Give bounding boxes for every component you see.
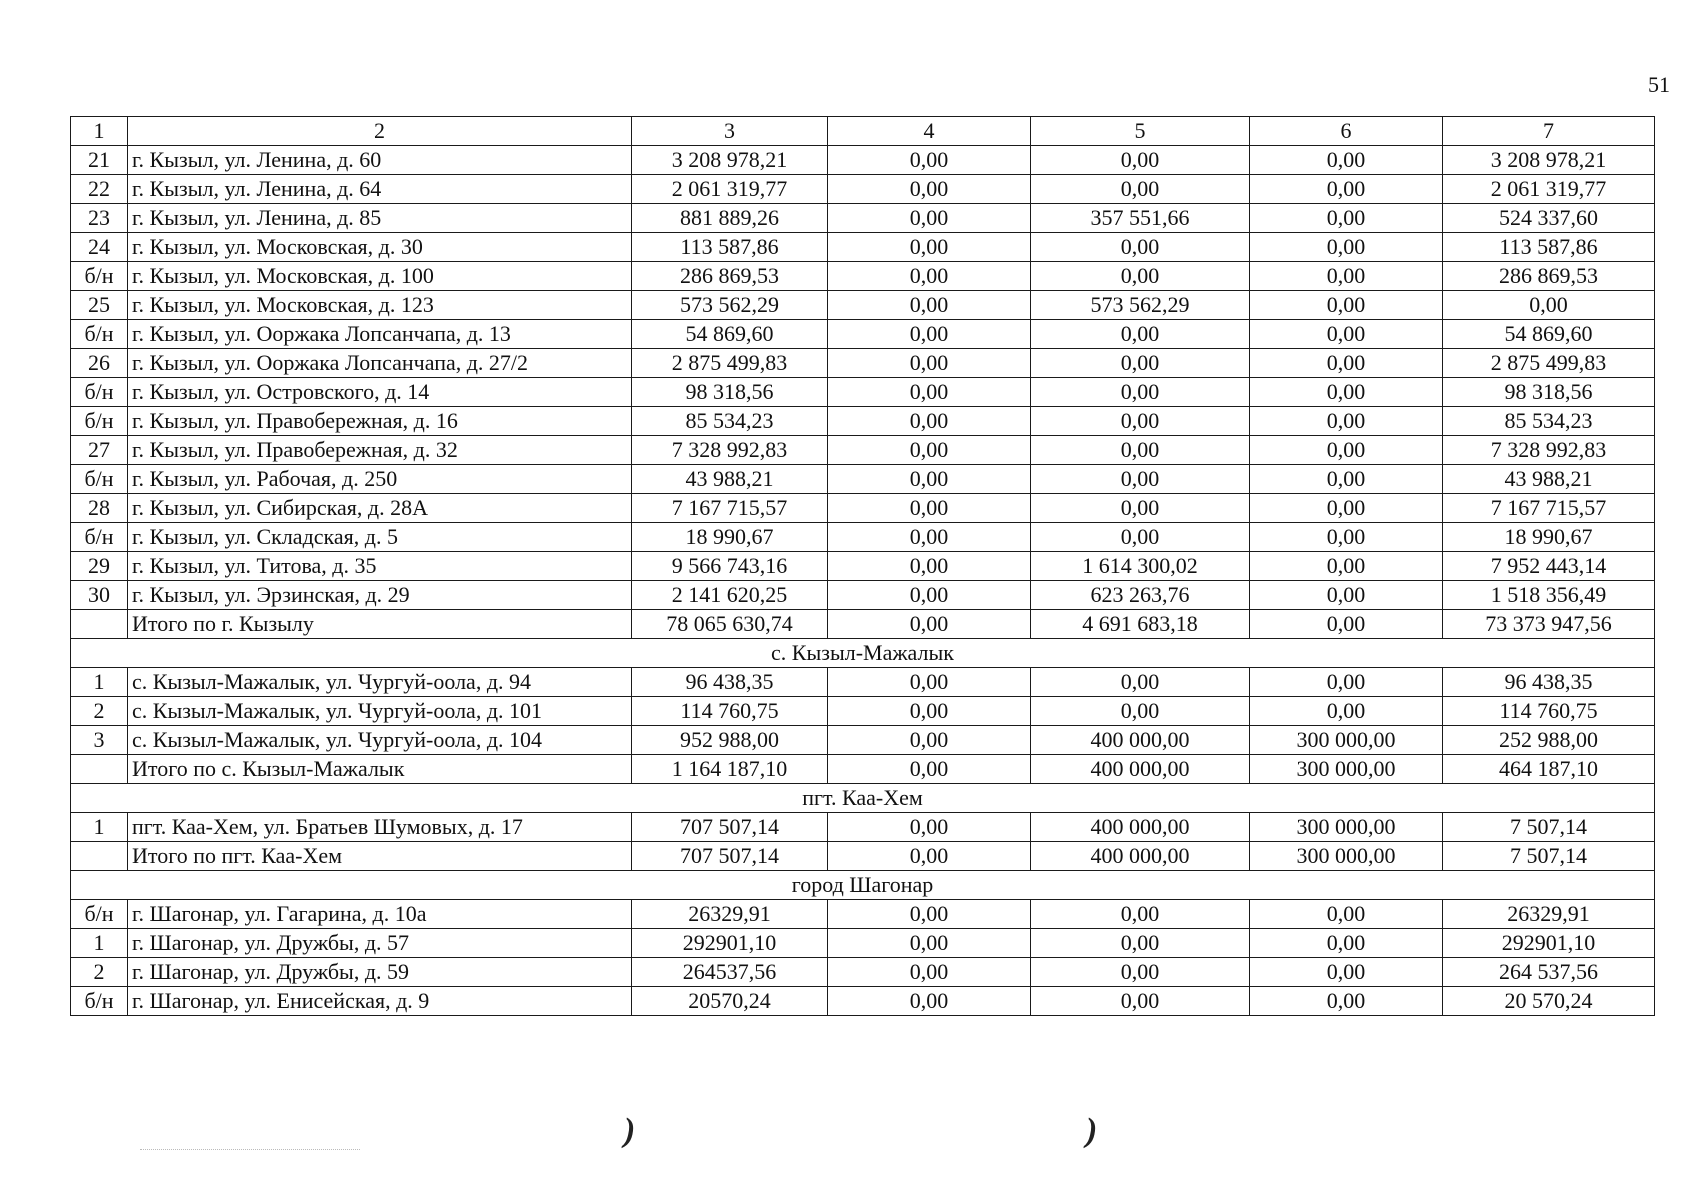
value-cell: 0,00 [828, 436, 1031, 465]
value-cell: 0,00 [828, 146, 1031, 175]
row-number-cell: 29 [71, 552, 128, 581]
value-cell: 0,00 [1250, 494, 1443, 523]
page-number: 51 [1648, 72, 1670, 97]
table-row [71, 204, 1655, 233]
table-row [71, 697, 1655, 726]
value-cell: 400 000,00 [1031, 813, 1250, 842]
value-cell: 0,00 [828, 581, 1031, 610]
address-cell: г. Кызыл, ул. Ленина, д. 85 [128, 204, 632, 233]
value-cell: 0,00 [1031, 465, 1250, 494]
row-number-cell: б/н [71, 900, 128, 929]
value-cell: 707 507,14 [632, 842, 828, 871]
value-cell: 0,00 [828, 291, 1031, 320]
value-cell: 400 000,00 [1031, 755, 1250, 784]
value-cell: 0,00 [1031, 378, 1250, 407]
column-header: 7 [1443, 117, 1655, 146]
table-row [71, 146, 1655, 175]
value-cell: 292901,10 [1443, 929, 1655, 958]
table-row [71, 349, 1655, 378]
table-row [71, 668, 1655, 697]
row-number-cell: 25 [71, 291, 128, 320]
section-title: с. Кызыл-Мажалык [71, 639, 1655, 668]
value-cell: 98 318,56 [632, 378, 828, 407]
value-cell: 0,00 [1250, 929, 1443, 958]
value-cell: 0,00 [828, 523, 1031, 552]
value-cell: 0,00 [828, 349, 1031, 378]
value-cell: 0,00 [828, 987, 1031, 1016]
section-header-row [71, 871, 1655, 900]
column-header: 1 [71, 117, 128, 146]
value-cell: 0,00 [828, 494, 1031, 523]
value-cell: 0,00 [1250, 552, 1443, 581]
value-cell: 464 187,10 [1443, 755, 1655, 784]
table-row [71, 233, 1655, 262]
table-row [71, 436, 1655, 465]
value-cell: 573 562,29 [632, 291, 828, 320]
value-cell: 0,00 [1250, 900, 1443, 929]
row-number-cell [71, 842, 128, 871]
column-header: 5 [1031, 117, 1250, 146]
value-cell: 0,00 [1250, 523, 1443, 552]
row-number-cell: б/н [71, 407, 128, 436]
value-cell: 0,00 [1031, 407, 1250, 436]
value-cell: 113 587,86 [632, 233, 828, 262]
value-cell: 0,00 [1250, 668, 1443, 697]
value-cell: 0,00 [828, 233, 1031, 262]
value-cell: 1 614 300,02 [1031, 552, 1250, 581]
value-cell: 0,00 [1250, 697, 1443, 726]
value-cell: 0,00 [1031, 349, 1250, 378]
column-header: 4 [828, 117, 1031, 146]
value-cell: 0,00 [828, 320, 1031, 349]
value-cell: 0,00 [1250, 465, 1443, 494]
address-cell: г. Кызыл, ул. Складская, д. 5 [128, 523, 632, 552]
value-cell: 0,00 [1031, 900, 1250, 929]
column-header: 2 [128, 117, 632, 146]
value-cell: 0,00 [1250, 436, 1443, 465]
value-cell: 18 990,67 [1443, 523, 1655, 552]
row-number-cell: б/н [71, 523, 128, 552]
address-cell: г. Кызыл, ул. Ленина, д. 60 [128, 146, 632, 175]
value-cell: 0,00 [1250, 987, 1443, 1016]
value-cell: 26329,91 [632, 900, 828, 929]
value-cell: 400 000,00 [1031, 726, 1250, 755]
value-cell: 18 990,67 [632, 523, 828, 552]
value-cell: 0,00 [1031, 175, 1250, 204]
value-cell: 4 691 683,18 [1031, 610, 1250, 639]
row-number-cell: б/н [71, 320, 128, 349]
row-number-cell: 2 [71, 697, 128, 726]
total-row [71, 755, 1655, 784]
row-number-cell: 3 [71, 726, 128, 755]
table-row [71, 494, 1655, 523]
value-cell: 26329,91 [1443, 900, 1655, 929]
value-cell: 113 587,86 [1443, 233, 1655, 262]
table-row [71, 552, 1655, 581]
value-cell: 0,00 [1250, 204, 1443, 233]
value-cell: 98 318,56 [1443, 378, 1655, 407]
value-cell: 0,00 [828, 755, 1031, 784]
value-cell: 300 000,00 [1250, 842, 1443, 871]
column-header: 3 [632, 117, 828, 146]
column-header: 6 [1250, 117, 1443, 146]
value-cell: 0,00 [828, 407, 1031, 436]
row-number-cell: б/н [71, 378, 128, 407]
row-number-cell: 28 [71, 494, 128, 523]
value-cell: 7 167 715,57 [632, 494, 828, 523]
value-cell: 0,00 [828, 552, 1031, 581]
table-row [71, 407, 1655, 436]
value-cell: 3 208 978,21 [632, 146, 828, 175]
table-row [71, 523, 1655, 552]
row-number-cell: б/н [71, 262, 128, 291]
table-row [71, 465, 1655, 494]
value-cell: 2 061 319,77 [632, 175, 828, 204]
value-cell: 0,00 [828, 610, 1031, 639]
value-cell: 0,00 [1250, 407, 1443, 436]
value-cell: 0,00 [1250, 958, 1443, 987]
value-cell: 0,00 [828, 842, 1031, 871]
table-body [71, 146, 1655, 1016]
value-cell: 524 337,60 [1443, 204, 1655, 233]
row-number-cell [71, 610, 128, 639]
value-cell: 7 507,14 [1443, 842, 1655, 871]
total-row [71, 610, 1655, 639]
value-cell: 0,00 [1031, 233, 1250, 262]
section-header-row [71, 639, 1655, 668]
value-cell: 96 438,35 [1443, 668, 1655, 697]
value-cell: 2 875 499,83 [632, 349, 828, 378]
scan-artifact-line [140, 1149, 360, 1150]
value-cell: 0,00 [1250, 175, 1443, 204]
value-cell: 7 507,14 [1443, 813, 1655, 842]
row-number-cell: 23 [71, 204, 128, 233]
table-header-row [71, 117, 1655, 146]
value-cell: 300 000,00 [1250, 755, 1443, 784]
address-cell: г. Шагонар, ул. Дружбы, д. 57 [128, 929, 632, 958]
table-row [71, 320, 1655, 349]
address-cell: г. Кызыл, ул. Московская, д. 123 [128, 291, 632, 320]
value-cell: 7 167 715,57 [1443, 494, 1655, 523]
total-row [71, 842, 1655, 871]
table-row [71, 726, 1655, 755]
table-row [71, 958, 1655, 987]
address-cell: г. Шагонар, ул. Дружбы, д. 59 [128, 958, 632, 987]
value-cell: 0,00 [1250, 233, 1443, 262]
value-cell: 0,00 [828, 726, 1031, 755]
value-cell: 2 875 499,83 [1443, 349, 1655, 378]
value-cell: 707 507,14 [632, 813, 828, 842]
value-cell: 0,00 [1250, 146, 1443, 175]
value-cell: 20 570,24 [1443, 987, 1655, 1016]
value-cell: 264537,56 [632, 958, 828, 987]
value-cell: 7 328 992,83 [1443, 436, 1655, 465]
value-cell: 0,00 [1031, 523, 1250, 552]
address-cell: г. Кызыл, ул. Московская, д. 100 [128, 262, 632, 291]
address-cell: г. Кызыл, ул. Ооржака Лопсанчапа, д. 13 [128, 320, 632, 349]
row-number-cell: 1 [71, 929, 128, 958]
value-cell: 2 141 620,25 [632, 581, 828, 610]
row-number-cell: 22 [71, 175, 128, 204]
address-cell: г. Кызыл, ул. Островского, д. 14 [128, 378, 632, 407]
value-cell: 85 534,23 [1443, 407, 1655, 436]
value-cell: 573 562,29 [1031, 291, 1250, 320]
row-number-cell [71, 755, 128, 784]
value-cell: 0,00 [1250, 378, 1443, 407]
address-cell: г. Кызыл, ул. Рабочая, д. 250 [128, 465, 632, 494]
value-cell: 400 000,00 [1031, 842, 1250, 871]
value-cell: 0,00 [1031, 320, 1250, 349]
address-cell: г. Кызыл, ул. Эрзинская, д. 29 [128, 581, 632, 610]
value-cell: 881 889,26 [632, 204, 828, 233]
value-cell: 952 988,00 [632, 726, 828, 755]
address-cell: Итого по пгт. Каа-Хем [128, 842, 632, 871]
address-cell: с. Кызыл-Мажалык, ул. Чургуй-оола, д. 104 [128, 726, 632, 755]
value-cell: 0,00 [828, 378, 1031, 407]
value-cell: 96 438,35 [632, 668, 828, 697]
value-cell: 357 551,66 [1031, 204, 1250, 233]
margin-mark: ) [624, 1112, 636, 1149]
value-cell: 0,00 [1031, 929, 1250, 958]
table-row [71, 987, 1655, 1016]
value-cell: 0,00 [1250, 581, 1443, 610]
value-cell: 114 760,75 [632, 697, 828, 726]
table-row [71, 378, 1655, 407]
section-title: город Шагонар [71, 871, 1655, 900]
value-cell: 0,00 [1031, 668, 1250, 697]
table-row [71, 291, 1655, 320]
value-cell: 0,00 [828, 697, 1031, 726]
value-cell: 0,00 [828, 262, 1031, 291]
address-cell: г. Кызыл, ул. Титова, д. 35 [128, 552, 632, 581]
value-cell: 85 534,23 [632, 407, 828, 436]
value-cell: 264 537,56 [1443, 958, 1655, 987]
table-row [71, 900, 1655, 929]
value-cell: 9 566 743,16 [632, 552, 828, 581]
value-cell: 0,00 [1250, 262, 1443, 291]
table-row [71, 175, 1655, 204]
table-row [71, 262, 1655, 291]
address-cell: г. Кызыл, ул. Правобережная, д. 16 [128, 407, 632, 436]
value-cell: 0,00 [1250, 610, 1443, 639]
value-cell: 0,00 [1031, 494, 1250, 523]
value-cell: 0,00 [1031, 987, 1250, 1016]
value-cell: 286 869,53 [632, 262, 828, 291]
value-cell: 1 518 356,49 [1443, 581, 1655, 610]
address-cell: г. Кызыл, ул. Правобережная, д. 32 [128, 436, 632, 465]
row-number-cell: 1 [71, 813, 128, 842]
address-cell: с. Кызыл-Мажалык, ул. Чургуй-оола, д. 94 [128, 668, 632, 697]
row-number-cell: 30 [71, 581, 128, 610]
address-cell: с. Кызыл-Мажалык, ул. Чургуй-оола, д. 101 [128, 697, 632, 726]
address-cell: г. Кызыл, ул. Ооржака Лопсанчапа, д. 27/2 [128, 349, 632, 378]
margin-mark: ) [1086, 1112, 1098, 1149]
value-cell: 114 760,75 [1443, 697, 1655, 726]
row-number-cell: 2 [71, 958, 128, 987]
value-cell: 54 869,60 [632, 320, 828, 349]
value-cell: 0,00 [828, 175, 1031, 204]
value-cell: 0,00 [828, 929, 1031, 958]
table-row [71, 929, 1655, 958]
data-table [70, 116, 1655, 1016]
value-cell: 286 869,53 [1443, 262, 1655, 291]
value-cell: 0,00 [1250, 349, 1443, 378]
address-cell: г. Шагонар, ул. Гагарина, д. 10а [128, 900, 632, 929]
value-cell: 0,00 [1031, 146, 1250, 175]
address-cell: Итого по г. Кызылу [128, 610, 632, 639]
value-cell: 78 065 630,74 [632, 610, 828, 639]
value-cell: 20570,24 [632, 987, 828, 1016]
value-cell: 43 988,21 [632, 465, 828, 494]
row-number-cell: б/н [71, 465, 128, 494]
address-cell: Итого по с. Кызыл-Мажалык [128, 755, 632, 784]
value-cell: 3 208 978,21 [1443, 146, 1655, 175]
value-cell: 1 164 187,10 [632, 755, 828, 784]
value-cell: 0,00 [1031, 697, 1250, 726]
table-row [71, 813, 1655, 842]
section-header-row [71, 784, 1655, 813]
row-number-cell: 1 [71, 668, 128, 697]
value-cell: 2 061 319,77 [1443, 175, 1655, 204]
value-cell: 0,00 [828, 813, 1031, 842]
value-cell: 252 988,00 [1443, 726, 1655, 755]
value-cell: 0,00 [1443, 291, 1655, 320]
value-cell: 0,00 [828, 958, 1031, 987]
address-cell: г. Кызыл, ул. Ленина, д. 64 [128, 175, 632, 204]
value-cell: 623 263,76 [1031, 581, 1250, 610]
address-cell: г. Кызыл, ул. Сибирская, д. 28А [128, 494, 632, 523]
value-cell: 292901,10 [632, 929, 828, 958]
value-cell: 73 373 947,56 [1443, 610, 1655, 639]
row-number-cell: 26 [71, 349, 128, 378]
value-cell: 0,00 [828, 204, 1031, 233]
table-row [71, 581, 1655, 610]
value-cell: 7 952 443,14 [1443, 552, 1655, 581]
row-number-cell: 24 [71, 233, 128, 262]
value-cell: 0,00 [828, 668, 1031, 697]
address-cell: г. Шагонар, ул. Енисейская, д. 9 [128, 987, 632, 1016]
value-cell: 0,00 [828, 465, 1031, 494]
section-title: пгт. Каа-Хем [71, 784, 1655, 813]
row-number-cell: 27 [71, 436, 128, 465]
value-cell: 7 328 992,83 [632, 436, 828, 465]
value-cell: 0,00 [1031, 262, 1250, 291]
value-cell: 54 869,60 [1443, 320, 1655, 349]
value-cell: 43 988,21 [1443, 465, 1655, 494]
value-cell: 0,00 [1250, 320, 1443, 349]
value-cell: 300 000,00 [1250, 726, 1443, 755]
address-cell: пгт. Каа-Хем, ул. Братьев Шумовых, д. 17 [128, 813, 632, 842]
value-cell: 0,00 [1031, 436, 1250, 465]
address-cell: г. Кызыл, ул. Московская, д. 30 [128, 233, 632, 262]
value-cell: 0,00 [828, 900, 1031, 929]
value-cell: 0,00 [1031, 958, 1250, 987]
row-number-cell: 21 [71, 146, 128, 175]
value-cell: 0,00 [1250, 291, 1443, 320]
row-number-cell: б/н [71, 987, 128, 1016]
value-cell: 300 000,00 [1250, 813, 1443, 842]
